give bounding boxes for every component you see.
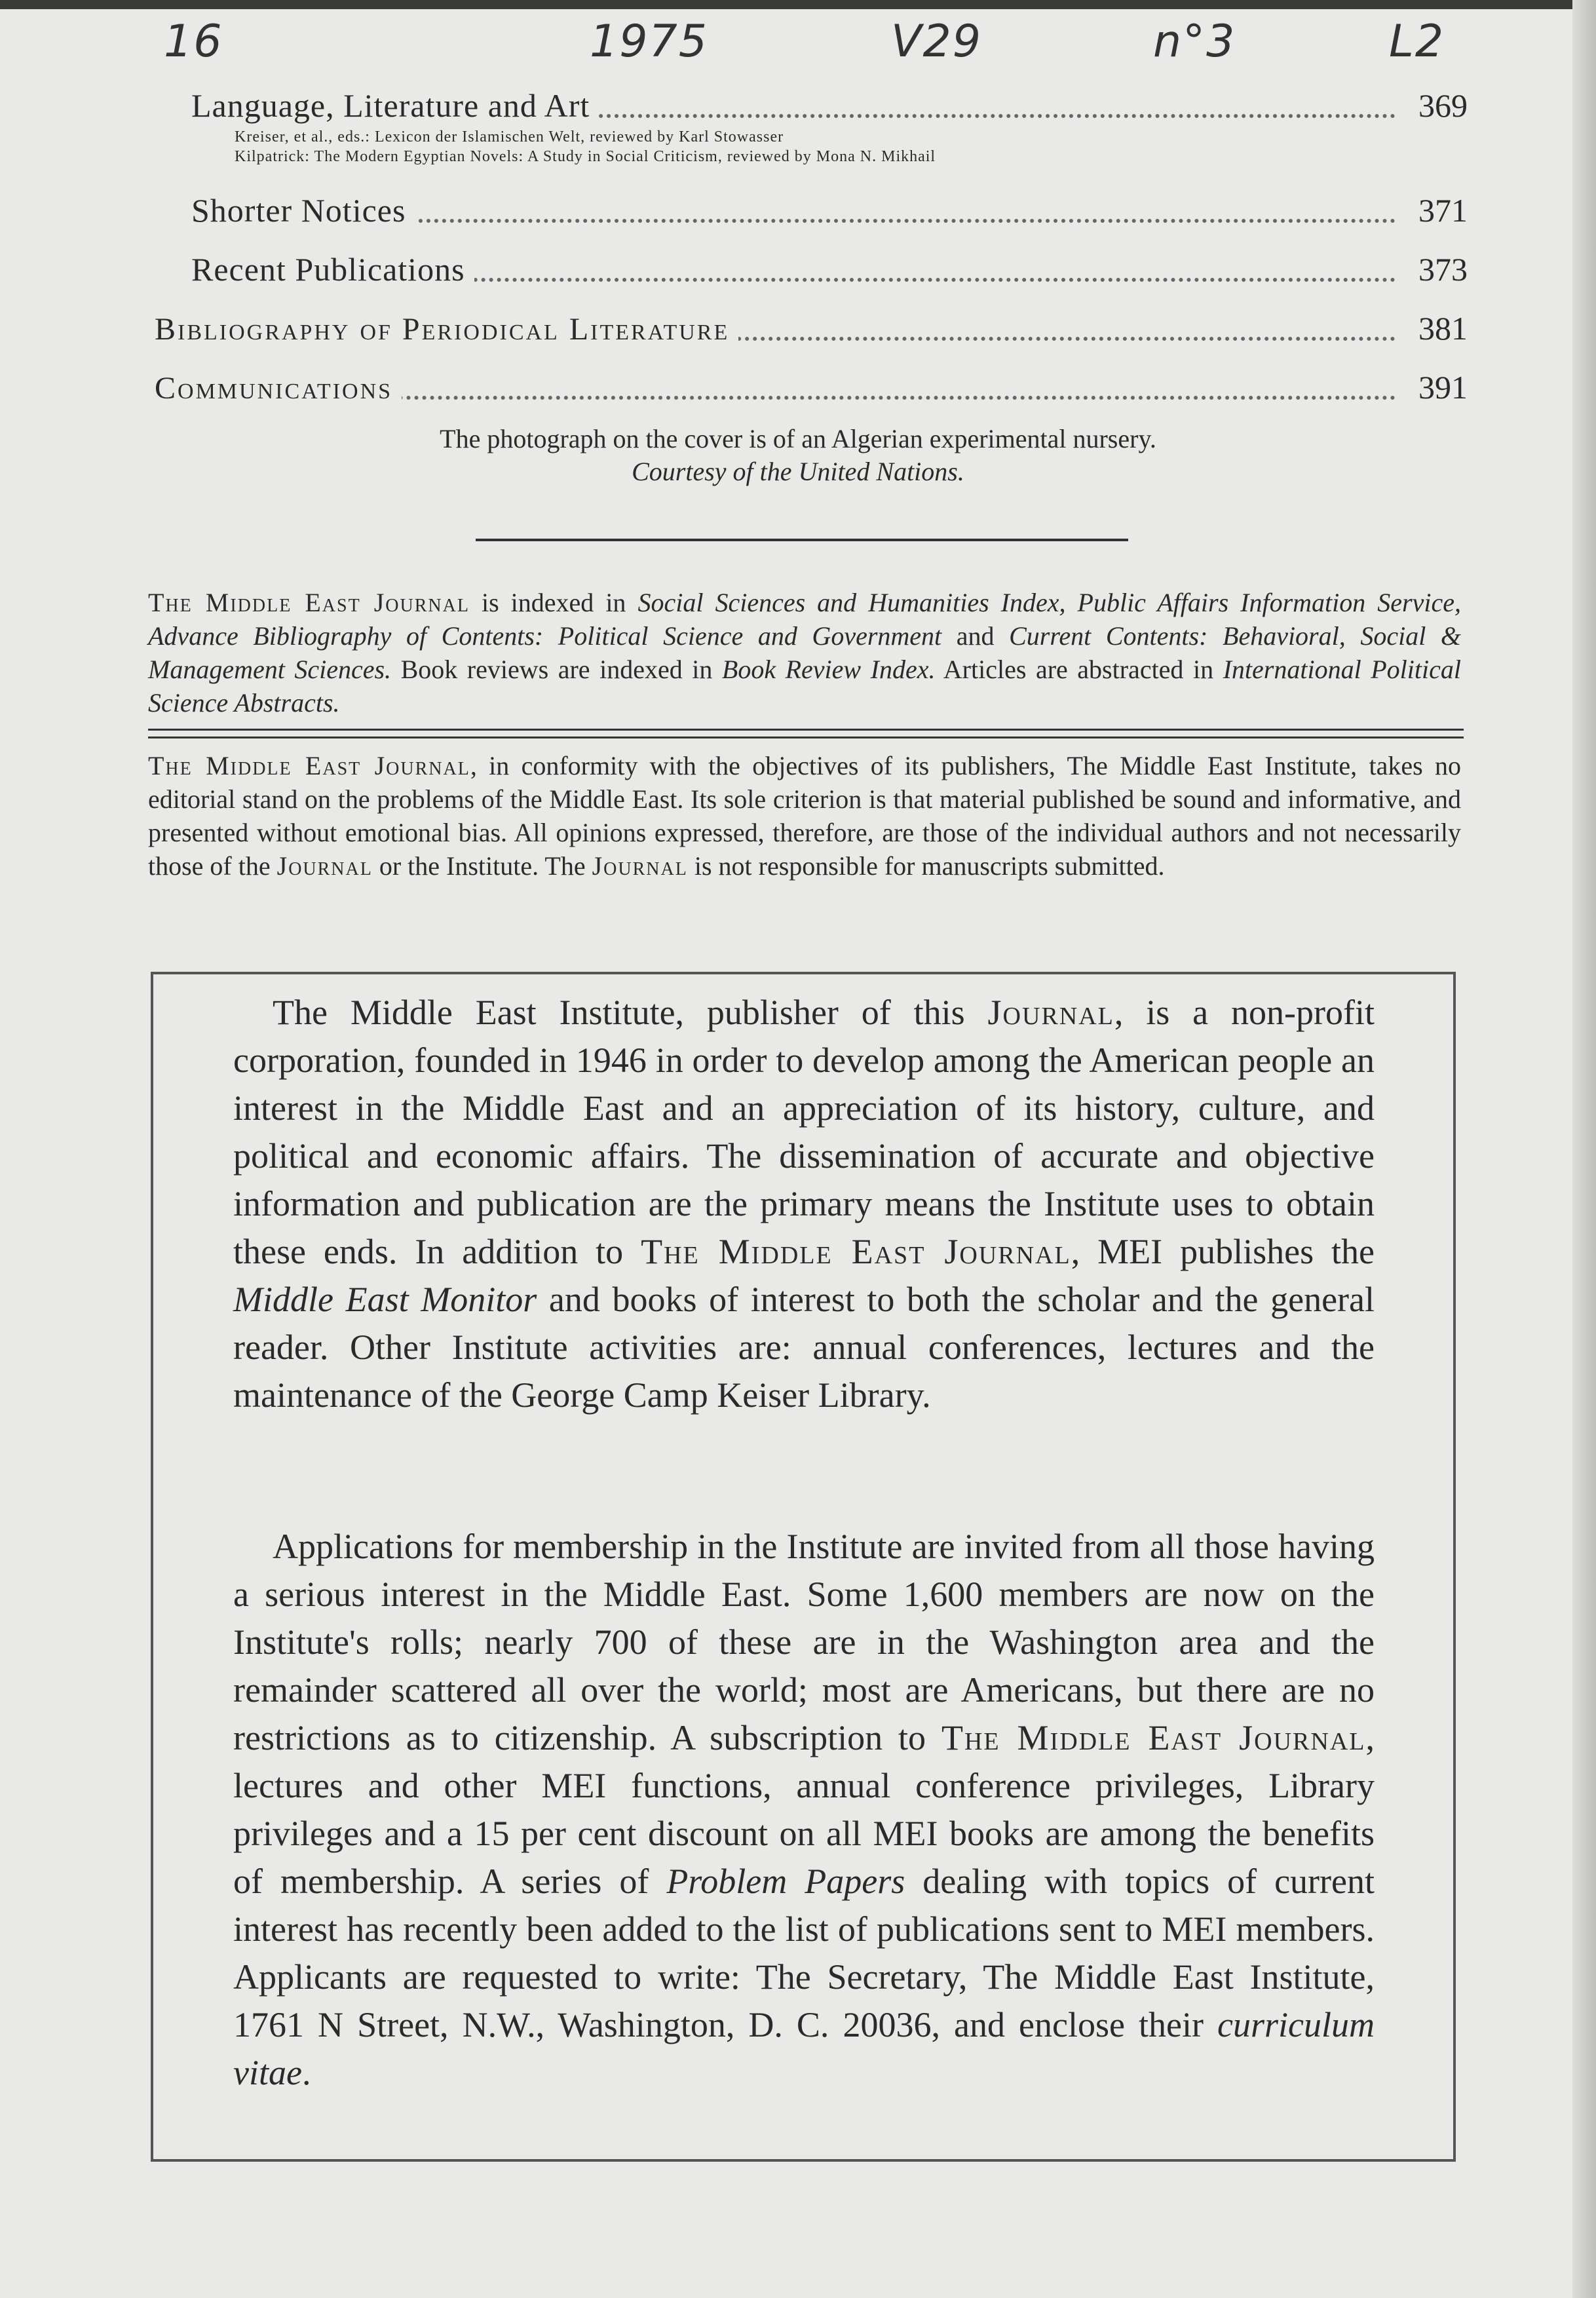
divider bbox=[476, 539, 1128, 541]
top-edge-shadow bbox=[0, 0, 1596, 9]
double-rule-top bbox=[148, 729, 1464, 731]
toc-page: 381 bbox=[1418, 310, 1468, 347]
toc-row-shorter-notices bbox=[0, 190, 1468, 236]
indexing-note: The Middle East Journal is indexed in Social Sciences and Humanities Index, Public Affairs Information Service, Advance Bibliography of Contents: Political Science and Government and Current Contents: Behavioral, Social & Management Sciences. Book reviews are indexed in Book Review Index. Articles are abstracted in International Political Science Abstracts. bbox=[148, 588, 1462, 718]
handwritten-note-number: n°3 bbox=[1153, 16, 1236, 67]
toc-page: 369 bbox=[1418, 87, 1468, 124]
handwritten-note-year: 1975 bbox=[590, 16, 709, 67]
toc-label: Shorter Notices bbox=[191, 191, 415, 229]
toc-page: 373 bbox=[1418, 251, 1468, 288]
toc-label: Communications bbox=[155, 370, 402, 406]
toc-page: 371 bbox=[1418, 192, 1468, 229]
institute-info-box bbox=[151, 972, 1456, 2162]
toc-row-bibliography bbox=[0, 308, 1468, 354]
cover-caption: The photograph on the cover is of an Algerian experimental nursery. bbox=[440, 424, 1156, 453]
editorial-policy-note: The Middle East Journal, in conformity with the objectives of its publishers, The Middle East Institute, takes no editorial stand on the problems of the Middle East. Its sole criterion is that material published be sound and informative, and presented without emotional bias. All opinions expressed, therefore, are those of the individual authors and not necessarily those of the Journal or the Institute. The Journal is not responsible for manuscripts submitted. bbox=[148, 751, 1462, 881]
membership-information: Applications for membership in the Institute are invited from all those having a serious interest in the Middle East. Some 1,600 members are now on the Institute's rolls; nearly 700 of these are in the Washington area and the remainder scattered all over the world; most are Americans, but there are no restrictions as to citizenship. A subscription to The Middle East Journal, lectures and other MEI functions, annual conference privileges, Library privileges and a 15 per cent discount on all MEI books are among the benefits of membership. A series of Problem Papers dealing with topics of current interest has recently been added to the list of publications sent to MEI members. Applicants are requested to write: The Secretary, The Middle East Institute, 1761 N Street, N.W., Washington, D. C. 20036, and enclose their curriculum vitae. bbox=[233, 1527, 1375, 2092]
page-edge-shadow bbox=[1572, 0, 1596, 2298]
toc-label: Recent Publications bbox=[191, 250, 474, 288]
handwritten-note-5: L2 bbox=[1389, 16, 1445, 67]
toc-subentry: Kreiser, et al., eds.: Lexicon der Islamischen Welt, reviewed by Karl Stowasser bbox=[235, 128, 784, 145]
handwritten-note-1: 16 bbox=[164, 16, 223, 67]
toc-label: Bibliography of Periodical Literature bbox=[155, 311, 738, 347]
toc-row-recent-publications bbox=[0, 249, 1468, 295]
handwritten-note-volume: V29 bbox=[891, 16, 983, 67]
toc-row-communications bbox=[0, 367, 1468, 413]
cover-credit: Courtesy of the United Nations. bbox=[632, 457, 964, 486]
toc-row-language bbox=[0, 85, 1468, 131]
toc-label: Language, Literature and Art bbox=[191, 86, 599, 124]
toc-subentry: Kilpatrick: The Modern Egyptian Novels: A Study in Social Criticism, reviewed by Mona N. Mikhail bbox=[235, 148, 936, 165]
double-rule-bottom bbox=[148, 737, 1464, 738]
toc-page: 391 bbox=[1418, 369, 1468, 406]
institute-description: The Middle East Institute, publisher of this Journal, is a non-profit corporation, founded in 1946 in order to develop among the American people an interest in the Middle East and an appreciation of its history, culture, and political and economic affairs. The dissemination of accurate and objective information and publication are the primary means the Institute uses to obtain these ends. In addition to The Middle East Journal, MEI publishes the Middle East Monitor and books of interest to both the scholar and the general reader. Other Institute activities are: annual conferences, lectures and the maintenance of the George Camp Keiser Library. bbox=[233, 993, 1375, 1415]
